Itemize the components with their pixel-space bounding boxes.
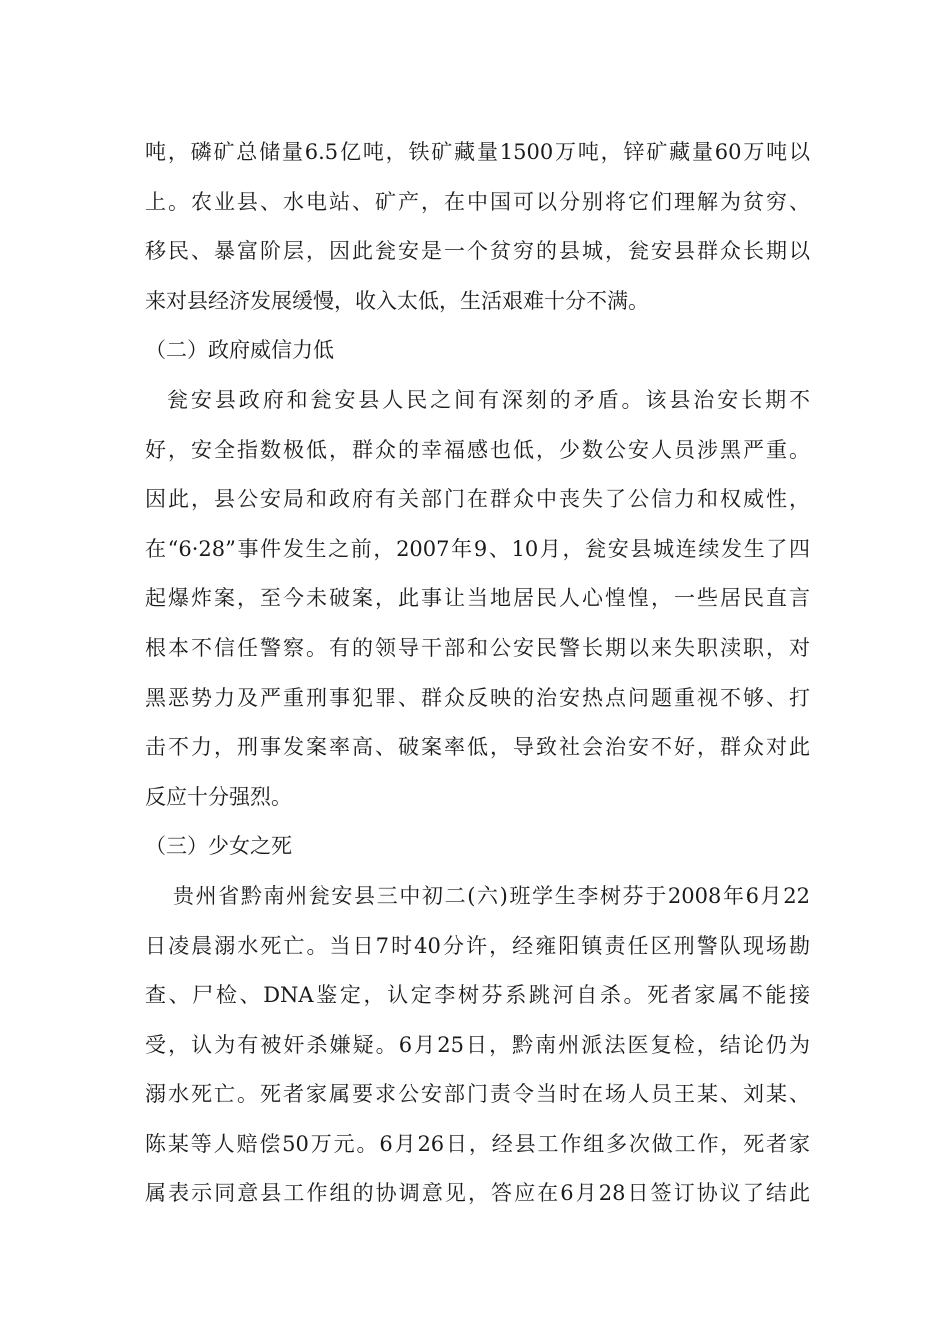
paragraph-line: 属表示同意县工作组的协调意见，答应在6月28日签订协议了结此	[145, 1181, 810, 1206]
paragraph-line: 起爆炸案，至今未破案，此事让当地居民人心惶惶，一些居民直言	[145, 586, 810, 611]
paragraph-line: 日凌晨溺水死亡。当日7时40分许，经雍阳镇责任区刑警队现场勘	[145, 933, 810, 958]
paragraph-line: 反应十分强烈。	[145, 784, 292, 809]
paragraph-line: 在“6·28”事件发生之前，2007年9、10月，瓮安县城连续发生了四	[145, 536, 810, 561]
paragraph-line: 陈某等人赔偿50万元。6月26日，经县工作组多次做工作，死者家	[145, 1131, 810, 1156]
paragraph-line: 溺水死亡。死者家属要求公安部门责令当时在场人员王某、刘某、	[145, 1082, 810, 1107]
paragraph-line: 查、尸检、DNA鉴定，认定李树芬系跳河自杀。死者家属不能接	[145, 983, 810, 1008]
paragraph-line: 受，认为有被奸杀嫌疑。6月25日，黔南州派法医复检，结论仍为	[145, 1032, 810, 1057]
paragraph-line: 吨，磷矿总储量6.5亿吨，铁矿藏量1500万吨，锌矿藏量60万吨以	[145, 140, 810, 164]
paragraph-line: 移民、暴富阶层，因此瓮安是一个贫穷的县城，瓮安县群众长期以	[145, 239, 810, 264]
document-body	[145, 128, 810, 1219]
section-heading: （二）政府威信力低	[145, 338, 334, 363]
paragraph-line: 来对县经济发展缓慢，收入太低，生活艰难十分不满。	[145, 288, 649, 313]
paragraph-line: 瓮安县政府和瓮安县人民之间有深刻的矛盾。该县治安长期不	[167, 387, 810, 412]
paragraph-line: 上。农业县、水电站、矿产，在中国可以分别将它们理解为贫穷、	[145, 189, 810, 214]
paragraph-line: 因此，县公安局和政府有关部门在群众中丧失了公信力和权威性，	[145, 487, 810, 512]
paragraph-line: 击不力，刑事发案率高、破案率低，导致社会治安不好，群众对此	[145, 735, 810, 760]
section-heading: （三）少女之死	[145, 834, 292, 859]
paragraph-line: 黑恶势力及严重刑事犯罪、群众反映的治安热点问题重视不够、打	[145, 685, 810, 710]
paragraph-line: 贵州省黔南州瓮安县三中初二(六)班学生李树芬于2008年6月22	[173, 883, 810, 908]
paragraph-line: 好，安全指数极低，群众的幸福感也低，少数公安人员涉黑严重。	[145, 437, 810, 462]
paragraph-line: 根本不信任警察。有的领导干部和公安民警长期以来失职渎职，对	[145, 635, 810, 660]
